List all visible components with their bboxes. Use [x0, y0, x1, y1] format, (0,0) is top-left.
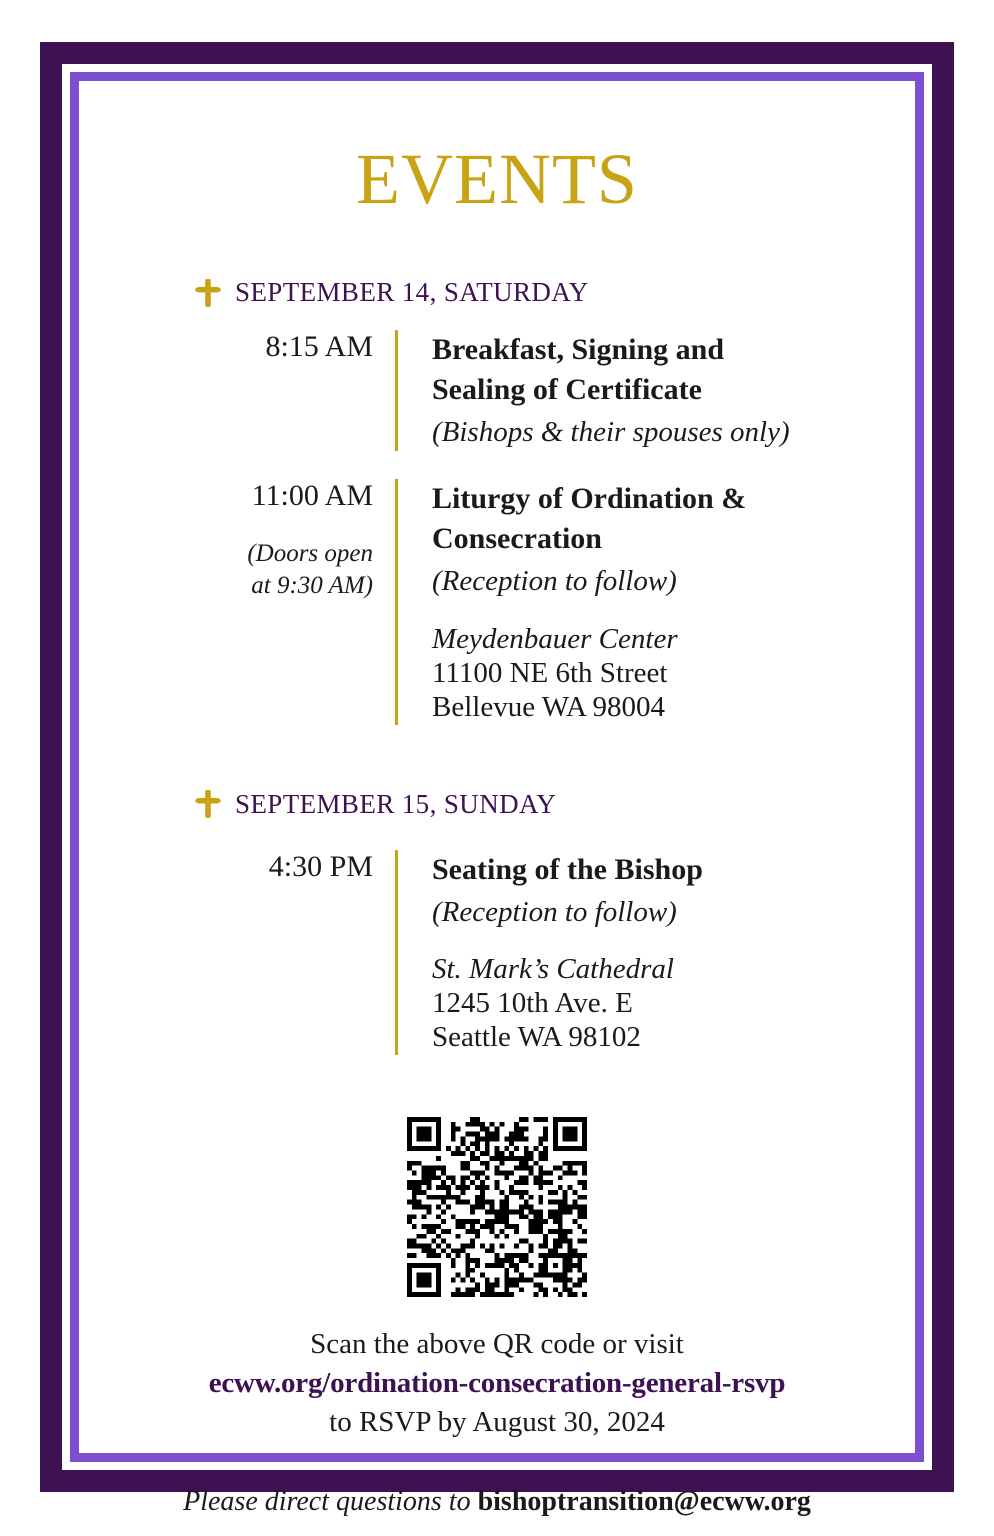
event-venue	[432, 953, 867, 1055]
rsvp-url-link[interactable]: ecww.org/ordination-consecration-general-rsvp	[208, 1367, 786, 1400]
schedule-saturday	[195, 330, 867, 725]
event-time: 11:00 AM	[251, 479, 373, 513]
cross-icon	[195, 279, 221, 307]
day-label: SEPTEMBER 15, SUNDAY	[235, 788, 557, 819]
rsvp-deadline: to RSVP by August 30, 2024	[329, 1406, 665, 1439]
page-title: EVENTS	[356, 139, 638, 219]
event-row	[195, 850, 867, 1055]
day-heading-sunday	[195, 789, 867, 820]
card-content	[79, 81, 915, 1518]
event-time-column	[195, 479, 395, 724]
questions-email-link[interactable]: bishoptransition@ecww.org	[477, 1486, 811, 1518]
event-detail-column	[398, 850, 867, 1055]
event-time-column	[195, 850, 395, 1055]
event-title: Breakfast, Signing and Sealing of Certificate	[432, 333, 725, 406]
event-time-note	[195, 538, 373, 601]
event-note: (Reception to follow)	[432, 565, 677, 598]
event-venue	[432, 623, 867, 725]
questions-line	[127, 1486, 867, 1518]
event-row	[195, 479, 867, 724]
event-row	[195, 330, 867, 451]
qr-code-icon[interactable]	[407, 1117, 587, 1297]
qr-code-container	[127, 1117, 867, 1297]
day-heading-saturday	[195, 277, 867, 308]
rsvp-instructions	[127, 1325, 867, 1442]
card-inner-border	[70, 72, 924, 1518]
questions-prefix: Please direct questions to	[183, 1486, 478, 1518]
venue-address-line: 1245 10th Ave. E	[432, 987, 633, 1020]
venue-name: Meydenbauer Center	[432, 622, 678, 655]
schedule-sunday	[195, 850, 867, 1055]
venue-address-line: 11100 NE 6th Street	[432, 656, 668, 689]
day-label: SEPTEMBER 14, SATURDAY	[235, 277, 589, 307]
event-time-note-line: at 9:30 AM)	[251, 571, 373, 599]
venue-address-line: Seattle WA 98102	[432, 1021, 641, 1054]
event-note: (Reception to follow)	[432, 895, 677, 928]
venue-address-line: Bellevue WA 98004	[432, 690, 666, 723]
event-title: Seating of the Bishop	[432, 852, 703, 886]
event-note: (Bishops & their spouses only)	[432, 415, 790, 448]
invitation-card	[40, 42, 954, 1518]
event-time-column	[195, 330, 395, 451]
event-detail-column	[398, 330, 867, 451]
event-time: 4:30 PM	[268, 849, 373, 883]
rsvp-line-1: Scan the above QR code or visit	[310, 1328, 684, 1361]
event-title: Liturgy of Ordination & Consecration	[432, 482, 747, 556]
event-time: 8:15 AM	[265, 330, 373, 363]
venue-name: St. Mark’s Cathedral	[432, 953, 674, 986]
event-detail-column	[398, 479, 867, 724]
cross-icon	[195, 790, 221, 818]
event-time-note-line: (Doors open	[247, 540, 373, 568]
